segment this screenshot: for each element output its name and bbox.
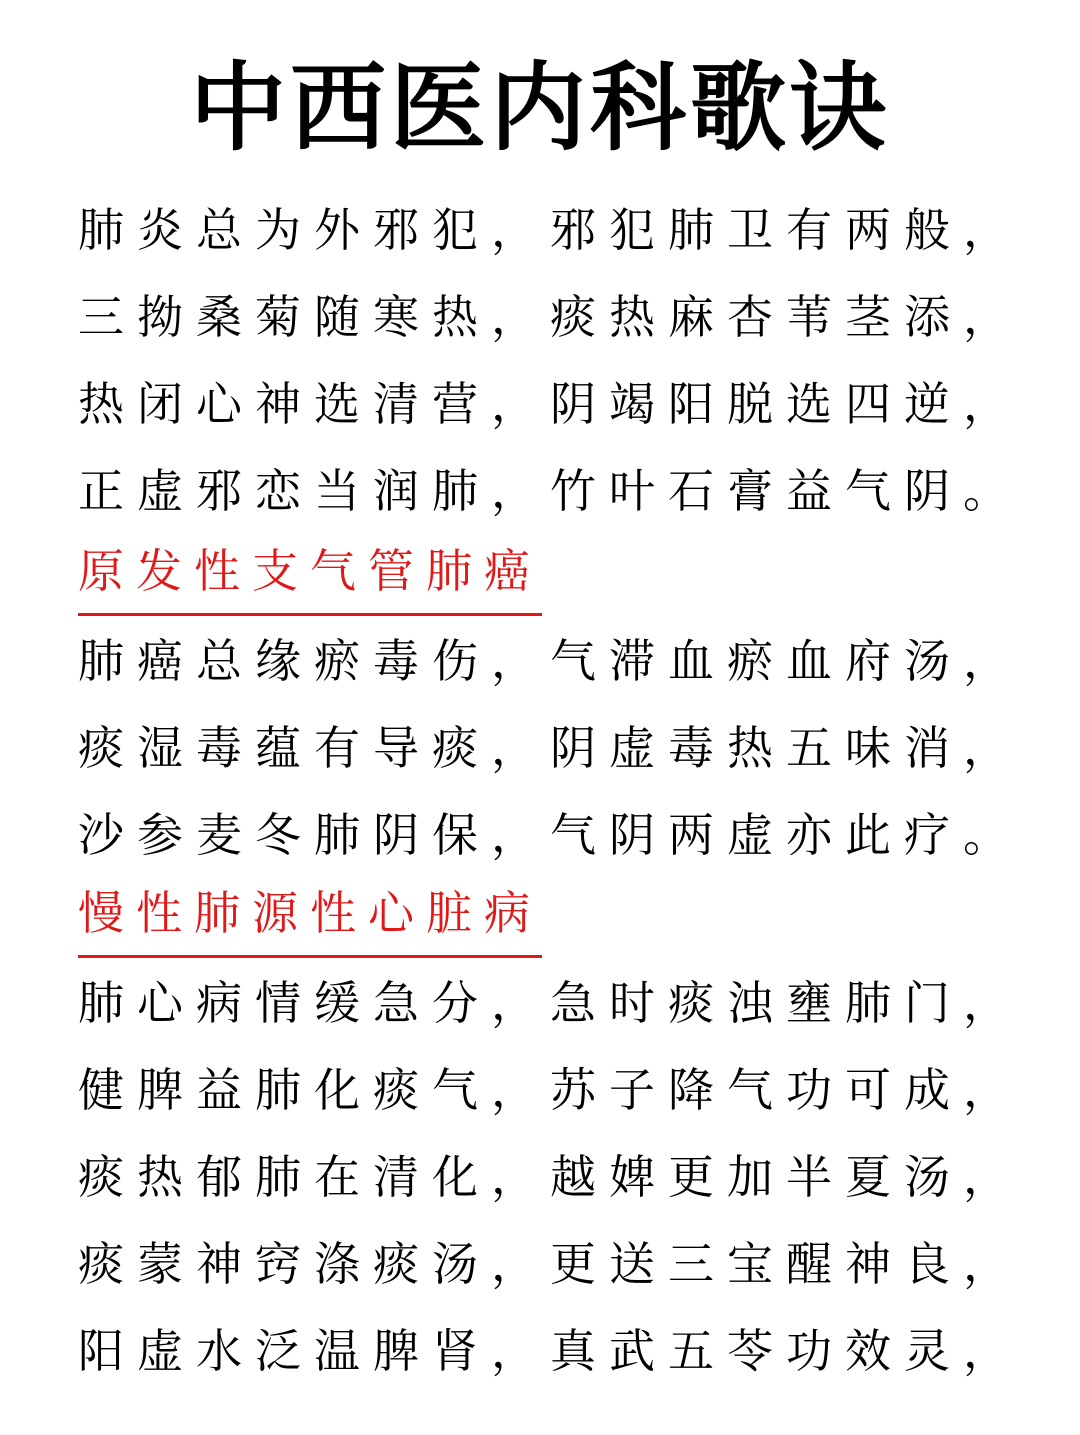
verse-line: 阳虚水泛温脾肾，真武五苓功效灵， [78,1324,1022,1378]
verse-line: 肺心病情缓急分，急时痰浊壅肺门， [78,976,1022,1030]
verse-line: 热闭心神选清营，阴竭阳脱选四逆， [78,377,1022,431]
verse-line: 沙参麦冬肺阴保，气阴两虚亦此疗。 [78,808,1022,862]
verse-line: 健脾益肺化痰气，苏子降气功可成， [78,1063,1022,1117]
page-title: 中西医内科歌诀 [190,52,890,164]
verse-line: 肺炎总为外邪犯，邪犯肺卫有两般， [78,203,1022,257]
verse-line: 三拗桑菊随寒热，痰热麻杏苇茎添， [78,290,1022,344]
verse-line: 痰湿毒蕴有导痰，阴虚毒热五味消， [78,721,1022,775]
section-heading-lung-cancer: 原发性支气管肺癌 [78,531,542,616]
verse-line: 痰热郁肺在清化，越婢更加半夏汤， [78,1150,1022,1204]
section-heading-pulmonary-heart-disease: 慢性肺源性心脏病 [78,873,542,958]
verse-line: 正虚邪恋当润肺，竹叶石膏益气阴。 [78,464,1022,518]
verse-line: 痰蒙神窍涤痰汤，更送三宝醒神良， [78,1237,1022,1291]
verse-line: 肺癌总缘瘀毒伤，气滞血瘀血府汤， [78,634,1022,688]
